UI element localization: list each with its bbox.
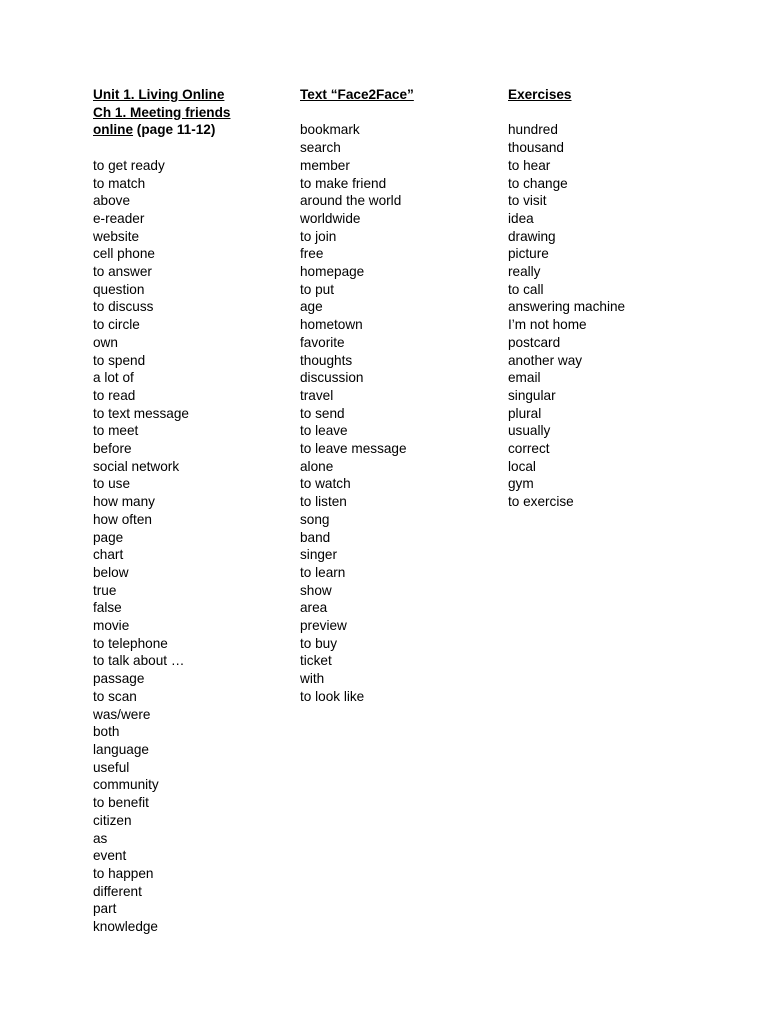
vocab-word: to read [93, 387, 136, 403]
column-unit-vocabulary [93, 86, 293, 936]
vocab-word: with [300, 671, 325, 687]
word-list-text [300, 121, 500, 705]
vocab-word: part [93, 901, 117, 917]
vocab-word: to change [508, 175, 568, 191]
vocab-word: to meet [93, 423, 139, 439]
vocab-word: to use [93, 476, 131, 492]
vocab-word: hometown [300, 317, 363, 333]
spacer [508, 104, 708, 122]
vocab-word: to benefit [93, 795, 149, 811]
vocab-word: to get ready [93, 157, 165, 173]
vocab-word: to listen [300, 494, 347, 510]
vocab-word: to call [508, 281, 544, 297]
vocab-word: useful [93, 759, 130, 775]
vocab-word: discussion [300, 370, 364, 386]
column1-heading [93, 86, 293, 139]
vocab-word: to talk about … [93, 653, 185, 669]
vocab-word: answering machine [508, 299, 626, 315]
vocab-word: to make friend [300, 175, 387, 191]
spacer [300, 104, 500, 122]
vocab-word: thoughts [300, 352, 353, 368]
spacer [93, 139, 293, 157]
vocab-word: website [93, 228, 140, 244]
vocab-word: how often [93, 511, 152, 527]
vocab-word: idea [508, 210, 534, 226]
vocab-word: singer [300, 547, 338, 563]
vocab-word: to watch [300, 476, 351, 492]
heading-chapter-title-cont [93, 121, 293, 139]
vocab-word: another way [508, 352, 583, 368]
word-list-unit [93, 157, 293, 936]
vocab-word: below [93, 564, 129, 580]
word-list-exercises [508, 121, 708, 510]
vocab-word: to spend [93, 352, 146, 368]
vocab-word: really [508, 264, 541, 280]
vocab-word: search [300, 140, 341, 156]
vocab-word: as [93, 830, 108, 846]
vocab-word: before [93, 441, 132, 457]
heading-unit-title: Unit 1. Living Online [93, 87, 225, 102]
vocab-word: hundred [508, 122, 558, 138]
vocab-word: citizen [93, 812, 132, 828]
column-exercises [508, 86, 708, 511]
vocab-word: area [300, 600, 328, 616]
vocab-word: ticket [300, 653, 332, 669]
heading-chapter-title: Ch 1. Meeting friends [93, 104, 231, 120]
vocab-word: was/were [93, 706, 151, 722]
vocab-word: to hear [508, 157, 551, 173]
heading-exercises: Exercises [508, 87, 572, 102]
vocab-word: email [508, 370, 541, 386]
vocab-word: thousand [508, 140, 564, 156]
vocab-word: to scan [93, 688, 137, 704]
vocab-word: how many [93, 494, 155, 510]
vocab-word: e-reader [93, 210, 145, 226]
vocab-word: correct [508, 441, 550, 457]
vocab-word: travel [300, 387, 334, 403]
vocab-word: to telephone [93, 635, 168, 651]
vocab-word: to visit [508, 193, 547, 209]
vocab-word: worldwide [300, 210, 361, 226]
vocab-word: to match [93, 175, 146, 191]
vocab-word: passage [93, 671, 145, 687]
vocab-word: to leave [300, 423, 348, 439]
column2-heading [300, 86, 500, 104]
vocab-word: both [93, 724, 120, 740]
heading-text-face2face: Text “Face2Face” [300, 87, 414, 102]
vocab-word: gym [508, 476, 534, 492]
vocab-word: preview [300, 618, 347, 634]
vocab-word: member [300, 157, 350, 173]
vocab-word: usually [508, 423, 551, 439]
vocab-word: to exercise [508, 494, 574, 510]
heading-online: online [93, 122, 134, 138]
vocab-word: show [300, 582, 332, 598]
vocab-word: homepage [300, 264, 365, 280]
vocab-word: alone [300, 458, 334, 474]
vocab-word: to join [300, 228, 337, 244]
vocab-word: local [508, 458, 536, 474]
vocab-word: drawing [508, 228, 556, 244]
vocab-word: false [93, 600, 122, 616]
vocab-word: social network [93, 458, 180, 474]
vocab-word: own [93, 334, 118, 350]
vocab-word: event [93, 848, 127, 864]
column-text-face2face [300, 86, 500, 706]
column3-heading [508, 86, 708, 104]
vocab-word: picture [508, 246, 549, 262]
vocab-word: to send [300, 405, 345, 421]
vocab-word: I’m not home [508, 317, 587, 333]
vocab-word: knowledge [93, 919, 158, 935]
vocab-word: to happen [93, 865, 154, 881]
vocab-word: to leave message [300, 441, 407, 457]
vocab-word: different [93, 883, 142, 899]
vocab-word: to buy [300, 635, 338, 651]
vocab-word: singular [508, 387, 556, 403]
vocab-word: to look like [300, 688, 365, 704]
vocab-word: movie [93, 618, 130, 634]
vocab-word: to put [300, 281, 335, 297]
vocab-word: around the world [300, 193, 402, 209]
vocab-word: question [93, 281, 145, 297]
vocab-word: favorite [300, 334, 345, 350]
vocab-word: bookmark [300, 122, 360, 138]
vocab-word: to circle [93, 317, 140, 333]
vocab-word: postcard [508, 334, 561, 350]
vocab-word: to answer [93, 264, 152, 280]
vocab-word: age [300, 299, 323, 315]
vocab-word: community [93, 777, 159, 793]
vocab-word: a lot of [93, 370, 134, 386]
heading-page-range: (page 11-12) [133, 122, 216, 138]
vocab-word: song [300, 511, 330, 527]
vocab-word: chart [93, 547, 124, 563]
vocab-word: plural [508, 405, 542, 421]
vocab-word: page [93, 529, 124, 545]
vocab-word: free [300, 246, 324, 262]
vocab-word: to discuss [93, 299, 154, 315]
vocab-word: above [93, 193, 131, 209]
vocab-word: to text message [93, 405, 189, 421]
vocab-word: cell phone [93, 246, 155, 262]
vocab-word: language [93, 742, 149, 757]
vocab-word: true [93, 582, 117, 598]
vocab-word: band [300, 529, 331, 545]
vocab-word: to learn [300, 564, 346, 580]
